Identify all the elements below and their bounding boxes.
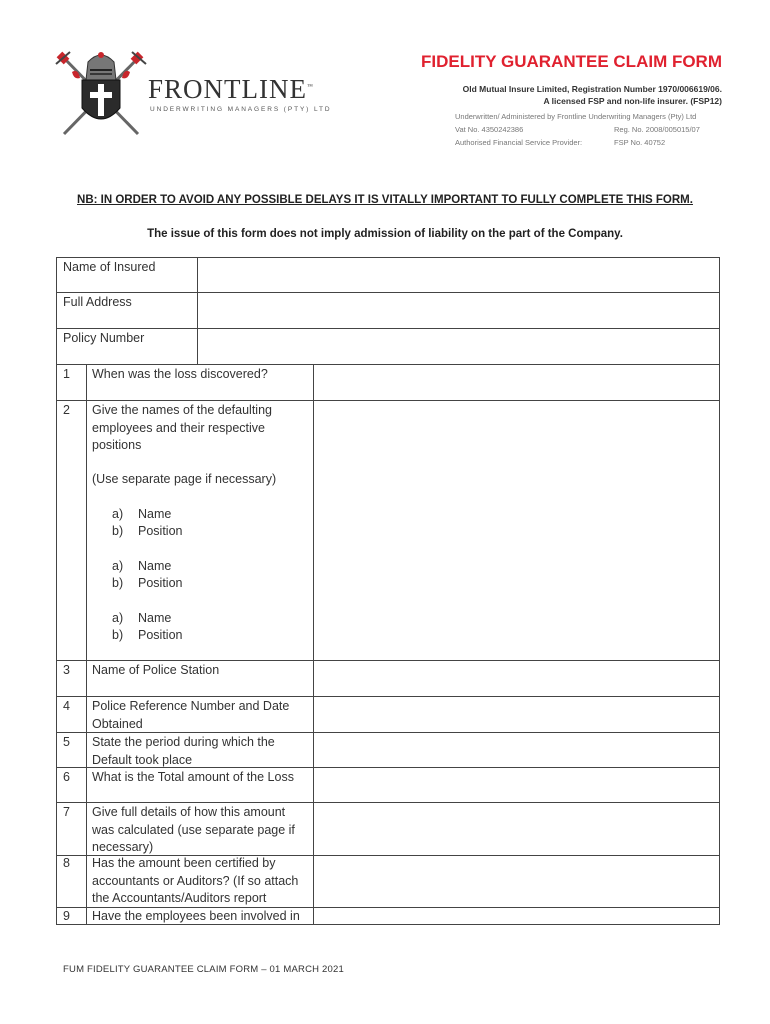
knight-crest-icon bbox=[54, 50, 154, 140]
question-text: What is the Total amount of the Loss bbox=[92, 770, 294, 784]
question-number: 4 bbox=[63, 699, 70, 713]
question-number: 7 bbox=[63, 805, 70, 819]
question-text: When was the loss discovered? bbox=[92, 367, 268, 381]
nb-notice: NB: IN ORDER TO AVOID ANY POSSIBLE DELAYS IT IS VITALLY IMPORTANT TO FULLY COMPLETE THIS FORM. bbox=[77, 194, 693, 206]
name-label: Name bbox=[138, 611, 172, 625]
position-label: Position bbox=[138, 524, 183, 538]
question-text: Give full details of how this amount was calculated (use separate page if necessary) bbox=[92, 805, 295, 854]
question-text: State the period during which the Default took place bbox=[92, 735, 275, 767]
question-text: Name of Police Station bbox=[92, 663, 220, 677]
question-number: 2 bbox=[63, 403, 70, 417]
default-period-field[interactable] bbox=[314, 733, 718, 767]
question-text: Has the amount been certified by accountants or Auditors? (If so attach the Accountants/Auditors report bbox=[92, 856, 299, 905]
liability-disclaimer: The issue of this form does not imply admission of liability on the part of the Company. bbox=[147, 228, 623, 240]
name-label: Name bbox=[138, 507, 172, 521]
insured-name-field[interactable] bbox=[198, 258, 718, 292]
brand-subtitle: UNDERWRITING MANAGERS (PTY) LTD bbox=[150, 106, 332, 113]
position-label: Position bbox=[138, 576, 183, 590]
question-number: 3 bbox=[63, 663, 70, 677]
full-address-label: Full Address bbox=[63, 295, 132, 309]
vat-number: Vat No. 4350242386 bbox=[455, 125, 524, 134]
question-text: Police Reference Number and Date Obtained bbox=[92, 699, 290, 731]
position-label: Position bbox=[138, 628, 183, 642]
police-station-field[interactable] bbox=[314, 661, 718, 695]
auditors-certified-field[interactable] bbox=[314, 856, 718, 907]
authorised-fsp-label: Authorised Financial Service Provider: bbox=[455, 138, 583, 147]
loss-discovered-field[interactable] bbox=[314, 365, 718, 399]
defaulting-employees-field[interactable] bbox=[314, 401, 718, 659]
sub-label-a: a) bbox=[112, 611, 124, 625]
sub-label-a: a) bbox=[112, 507, 124, 521]
fsp-number: FSP No. 40752 bbox=[614, 138, 666, 147]
question-number: 5 bbox=[63, 735, 70, 749]
table-bottom-border bbox=[56, 924, 720, 925]
question-number: 6 bbox=[63, 770, 70, 784]
question-number: 9 bbox=[63, 909, 70, 923]
sub-label-b: b) bbox=[112, 628, 124, 642]
policy-number-label: Policy Number bbox=[63, 331, 145, 345]
underwritten-by: Underwritten/ Administered by Frontline Underwriting Managers (Pty) Ltd bbox=[455, 112, 697, 121]
police-reference-field[interactable] bbox=[314, 697, 718, 731]
sub-label-a: a) bbox=[112, 559, 124, 573]
sub-label-b: b) bbox=[112, 524, 124, 538]
form-title: FIDELITY GUARANTEE CLAIM FORM bbox=[421, 52, 722, 71]
claim-form-table bbox=[56, 257, 720, 925]
brand-name: FRONTLINE™ bbox=[148, 74, 314, 104]
insurer-line-2: A licensed FSP and non-life insurer. (FSP12) bbox=[543, 96, 722, 106]
question-text: Have the employees been involved in bbox=[92, 909, 300, 923]
employees-involved-field[interactable] bbox=[314, 908, 718, 924]
insured-name-label: Name of Insured bbox=[63, 260, 156, 274]
question-number: 8 bbox=[63, 856, 70, 870]
insurer-line-1: Old Mutual Insure Limited, Registration Number 1970/006619/06. bbox=[462, 84, 722, 94]
total-loss-field[interactable] bbox=[314, 768, 718, 802]
registration-number: Reg. No. 2008/005015/07 bbox=[614, 125, 700, 134]
separate-page-note: (Use separate page if necessary) bbox=[92, 472, 277, 486]
question-text: Give the names of the defaulting employees and their respective positions bbox=[92, 403, 272, 452]
loss-calculation-field[interactable] bbox=[314, 803, 718, 855]
policy-number-field[interactable] bbox=[198, 329, 718, 363]
sub-label-b: b) bbox=[112, 576, 124, 590]
page-footer: FUM FIDELITY GUARANTEE CLAIM FORM – 01 MARCH 2021 bbox=[63, 964, 344, 975]
question-number: 1 bbox=[63, 367, 70, 381]
name-label: Name bbox=[138, 559, 172, 573]
full-address-field[interactable] bbox=[198, 293, 718, 327]
